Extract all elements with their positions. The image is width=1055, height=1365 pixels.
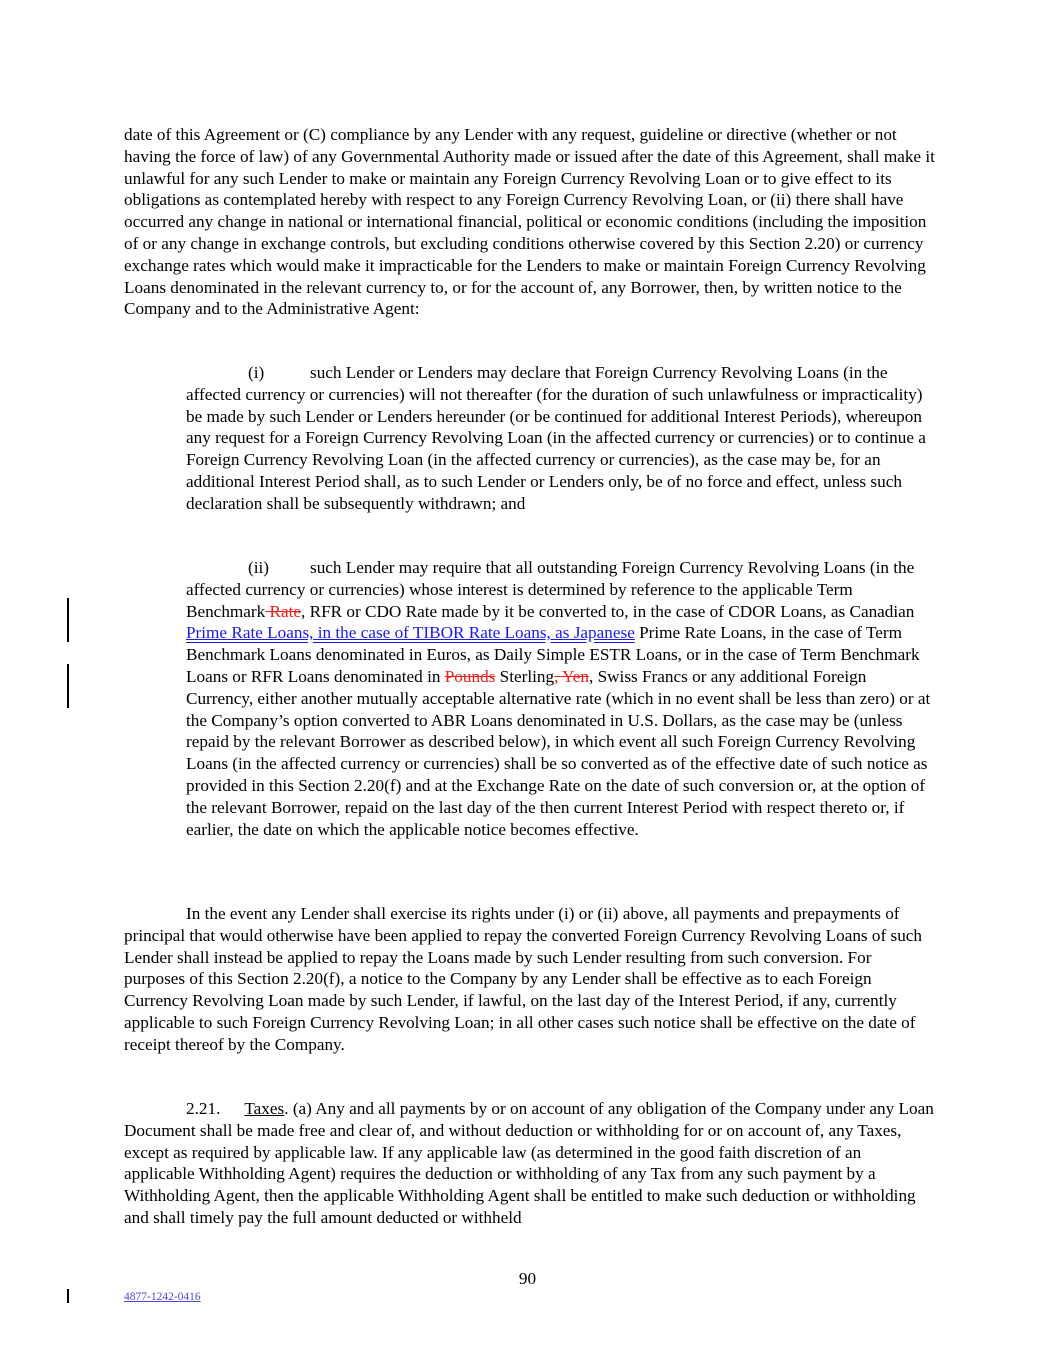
paragraph-intro [124,124,936,320]
paragraph-text: In the event any Lender shall exercise its rights under (i) or (ii) above, all payments and prepayments of principal that would otherwise have been applied to repay the converted Foreign Currency Revolving Loans of such Lender shall instead be applied to repay the Loans made by such Lender resulting from such conversion. For purposes of this Section 2.20(f), a notice to the Company by any Lender shall be effective as to each Foreign Currency Revolving Loan made by such Lender, if lawful, on the last day of the Interest Period, if any, currently applicable to such Foreign Currency Revolving Loan; in all other cases such notice shall be effective on the date of receipt thereof by the Company. [124,904,923,1054]
clause-i [186,362,936,515]
paragraph-event [124,903,936,1056]
inserted-text-link[interactable]: Prime Rate Loans, in the case of TIBOR Rate Loans, as Japanese [186,623,635,643]
clause-text: such Lender may require that all outstanding Foreign Currency Revolving Loans (in the affected currency or currencies) whose interest is determined by reference to the applicable Term Benchmark [186,558,915,621]
change-bar [67,664,69,708]
clause-text: , Swiss Francs or any additional Foreign Currency, either another mutually acceptable alternative rate (which in no event shall be less than zero) or at the Company’s option converted to ABR Loans denominated in U.S. Dollars, as the case may be (unless repaid by the relevant Borrower as described below), in which event all such Foreign Currency Revolving Loans (in the affected currency or currencies) shall be so converted as of the effective date of such notice as provided in this Section 2.20(f) and at the Exchange Rate on the date of such conversion or, at the option of the relevant Borrower, repaid on the last day of the then current Interest Period with respect thereto or, if earlier, the date on which the applicable notice becomes effective. [186,666,931,839]
section-heading: Taxes [244,1099,285,1118]
page-number: 90 [518,1269,537,1288]
deleted-text: Pounds [444,666,496,686]
change-bar [67,1289,69,1303]
clause-text: , RFR or CDO Rate made by it be converted to, in the case of CDOR Loans, as Canadian [301,601,915,621]
clause-text: Sterling [495,666,555,686]
clause-text: Prime Rate Loans, in the case of Term Benchmark Loans denominated in Euros, as Daily Simple ESTR Loans, or in the case of Term Benchmark Loans or RFR Loans denominated in [186,623,920,686]
clause-text: such Lender or Lenders may declare that Foreign Currency Revolving Loans (in the affected currency or currencies) will not thereafter (for the duration of such unlawfulness or impracticality) be made by such Lender or Lenders hereunder (or be continued for additional Interest Periods), whereupon any request for a Foreign Currency Revolving Loan (in the affected currency or currencies) or to continue a Foreign Currency Revolving Loan (in the affected currency or currencies), as the case may be, for an additional Interest Period shall, as to such Lender or Lenders only, be of no force and effect, unless such declaration shall be subsequently withdrawn; and [186,363,926,513]
clause-number: (ii) [248,558,269,577]
section-2-21 [124,1098,936,1229]
clause-ii [186,557,936,840]
clause-number: (i) [248,363,265,382]
section-text: . (a) Any and all payments by or on account of any obligation of the Company under any Loan Document shall be made free and clear of, and without deduction or withholding for or on account of, any Taxes, except as required by applicable law. If any applicable law (as determined in the good faith discretion of an applicable Withholding Agent) requires the deduction or withholding of any Tax from any such payment by a Withholding Agent, then the applicable Withholding Agent shall be entitled to make such deduction or withholding and shall timely pay the full amount deducted or withheld [124,1099,934,1227]
paragraph-text: date of this Agreement or (C) compliance by any Lender with any request, guideline or directive (whether or not having the force of law) of any Governmental Authority made or issued after the date of this Agreement, shall make it unlawful for any such Lender to make or maintain any Foreign Currency Revolving Loan or to give effect to its obligations as contemplated hereby with respect to any Foreign Currency Revolving Loan, or (ii) there shall have occurred any change in national or international financial, political or economic conditions (including the imposition of or any change in exchange controls, but excluding conditions otherwise covered by this Section 2.20) or currency exchange rates which would make it impracticable for the Lenders to make or maintain Foreign Currency Revolving Loans denominated in the relevant currency to, or for the account of, any Borrower, then, by written notice to the Company and to the Administrative Agent: [124,125,935,319]
document-id-link[interactable]: 4877-1242-0416 [124,1291,201,1303]
section-number: 2.21. [186,1099,221,1118]
deleted-text: Rate [265,601,302,621]
deleted-text: , Yen [554,666,589,686]
change-bar [67,598,69,642]
